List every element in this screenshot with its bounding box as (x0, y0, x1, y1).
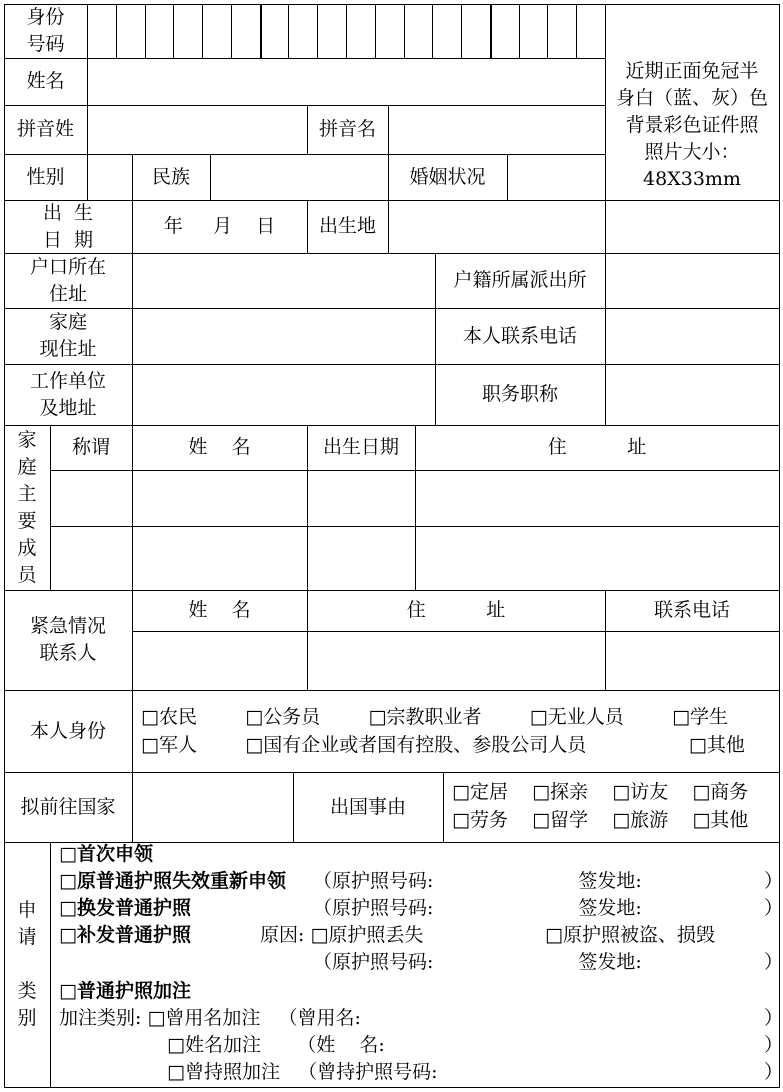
app-renew-detail: （原护照号码: 签发地: (313, 897, 642, 919)
photo-note-line4: 照片大小： (644, 141, 740, 163)
paren-2: ） (764, 897, 783, 919)
emergency-col-address: 住 址 (406, 599, 506, 621)
workplace-field[interactable] (132, 364, 435, 425)
app-reissue-stolen[interactable]: □原护照被盗、损毁 (545, 924, 715, 946)
label-name: 姓名 (26, 70, 65, 92)
emergency-section-label: 紧急情况 联系人 (29, 615, 106, 664)
photo-note-line5: 48X33mm (643, 168, 741, 190)
application-section-label: 申 请 类 别 (17, 899, 37, 1029)
id-cell-divider (432, 4, 433, 58)
photo-note-line2: 身白（蓝、灰）色 (615, 87, 768, 109)
id-cell-divider (576, 4, 577, 58)
family-col-birth: 出生日期 (322, 436, 399, 458)
emergency-row[interactable] (132, 631, 779, 690)
id-cell-divider (260, 4, 262, 58)
family-row-2[interactable] (50, 526, 779, 590)
id-cell-divider (116, 4, 117, 58)
label-police-station: 户籍所属派出所 (453, 269, 587, 291)
line-id-sep (132, 690, 133, 772)
police-station-field[interactable] (605, 253, 779, 308)
id-cell-divider (231, 4, 232, 58)
id-cell-divider (519, 4, 520, 58)
app-first-apply[interactable]: □首次申领 (59, 843, 153, 865)
id-cell-divider (375, 4, 376, 58)
paren-1: ） (764, 870, 783, 892)
id-cell-divider (346, 4, 347, 58)
id-cell-divider (547, 4, 548, 58)
birth-extra-field[interactable] (605, 200, 779, 253)
id-cell-divider (317, 4, 318, 58)
photo-area (605, 58, 779, 198)
family-col-relation: 称谓 (71, 436, 110, 458)
label-purpose: 出国事由 (329, 795, 406, 818)
label-hukou-address: 户口所在 住址 (29, 255, 106, 305)
family-row-1[interactable] (50, 470, 779, 526)
destination-field[interactable] (132, 772, 293, 842)
family-col-address: 住 址 (547, 436, 647, 458)
paren-5: ） (764, 1034, 783, 1056)
id-cell-divider (173, 4, 174, 58)
gender-field[interactable] (87, 154, 132, 200)
emergency-col-phone: 联系电话 (653, 599, 730, 621)
phone-field[interactable] (605, 308, 779, 364)
app-reissue-detail: （原护照号码: 签发地: (313, 951, 642, 973)
label-birth-place: 出生地 (318, 215, 376, 237)
identity-options-row1[interactable]: □农民 □公务员 □宗教职业者 □无业人员 □学生 (141, 706, 729, 728)
label-pinyin-surname: 拼音姓 (16, 118, 74, 140)
label-marital: 婚姻状况 (409, 165, 486, 188)
line-app-label (50, 842, 51, 1088)
purpose-options-row2[interactable]: □劳务 □留学 □旅游 □其他 (452, 809, 749, 831)
label-id-number: 身份 号码 (26, 6, 65, 55)
emergency-col-name: 姓 名 (188, 599, 251, 621)
app-endorse-prev-passport[interactable]: □曾持照加注 （曾持护照号码: (167, 1061, 438, 1083)
line-d3 (443, 772, 444, 842)
frame-bottom (4, 1087, 780, 1088)
id-cell-divider (404, 4, 405, 58)
marital-field[interactable] (507, 154, 605, 200)
photo-note-line3: 背景彩色证件照 (625, 114, 759, 136)
app-endorse-former-name[interactable]: 加注类别: □曾用名加注 （曾用名: (59, 1007, 361, 1029)
frame-top (4, 4, 780, 5)
id-cell-divider (145, 4, 146, 58)
app-endorse-name[interactable]: □姓名加注 （姓 名: (167, 1034, 385, 1056)
app-reapply[interactable]: □原普通护照失效重新申领 (59, 870, 286, 892)
pinyin-surname-field[interactable] (87, 105, 307, 154)
label-workplace: 工作单位 及地址 (29, 369, 106, 419)
label-phone: 本人联系电话 (462, 324, 577, 347)
family-col-name: 姓 名 (188, 436, 251, 458)
app-reissue-lost[interactable]: 原因: □原护照丢失 (260, 924, 424, 946)
birth-place-field[interactable] (388, 200, 605, 253)
name-field[interactable] (87, 58, 605, 105)
label-home-address: 家庭 现住址 (39, 311, 97, 360)
id-cell-divider (490, 4, 492, 58)
home-address-field[interactable] (132, 308, 435, 364)
id-cell-divider (461, 4, 462, 58)
purpose-options-row1[interactable]: □定居 □探亲 □访友 □商务 (452, 781, 749, 803)
app-endorse[interactable]: □普通护照加注 (59, 980, 191, 1002)
label-ethnicity: 民族 (151, 165, 190, 188)
label-gender: 性别 (26, 165, 65, 188)
photo-note-line1: 近期正面免冠半 (625, 60, 759, 82)
identity-options-row2[interactable]: □军人 □国有企业或者国有控股、参股公司人员 □其他 (141, 734, 745, 756)
label-birth-date: 出 生 日 期 (42, 201, 94, 251)
label-identity: 本人身份 (29, 719, 106, 742)
app-reapply-detail: （原护照号码: 签发地: (313, 870, 642, 892)
label-destination: 拟前往国家 (20, 795, 116, 818)
paren-4: ） (764, 1007, 783, 1029)
app-renew[interactable]: □换发普通护照 (59, 897, 191, 919)
id-cell-divider (288, 4, 289, 58)
pinyin-given-field[interactable] (388, 105, 605, 154)
ethnicity-field[interactable] (210, 154, 388, 200)
paren-6: ） (764, 1061, 783, 1083)
birth-date-field[interactable]: 年 月 日 (163, 215, 276, 237)
paren-3: ） (764, 951, 783, 973)
app-reissue[interactable]: □补发普通护照 (59, 924, 191, 946)
id-cell-divider (202, 4, 203, 58)
hukou-address-field[interactable] (132, 253, 435, 308)
label-pinyin-given: 拼音名 (318, 118, 376, 140)
label-position-title: 职务职称 (481, 383, 558, 405)
position-title-field[interactable] (605, 364, 779, 425)
family-section-label: 家 庭 主 要 成 员 (17, 428, 37, 586)
frame-right (779, 4, 780, 1088)
